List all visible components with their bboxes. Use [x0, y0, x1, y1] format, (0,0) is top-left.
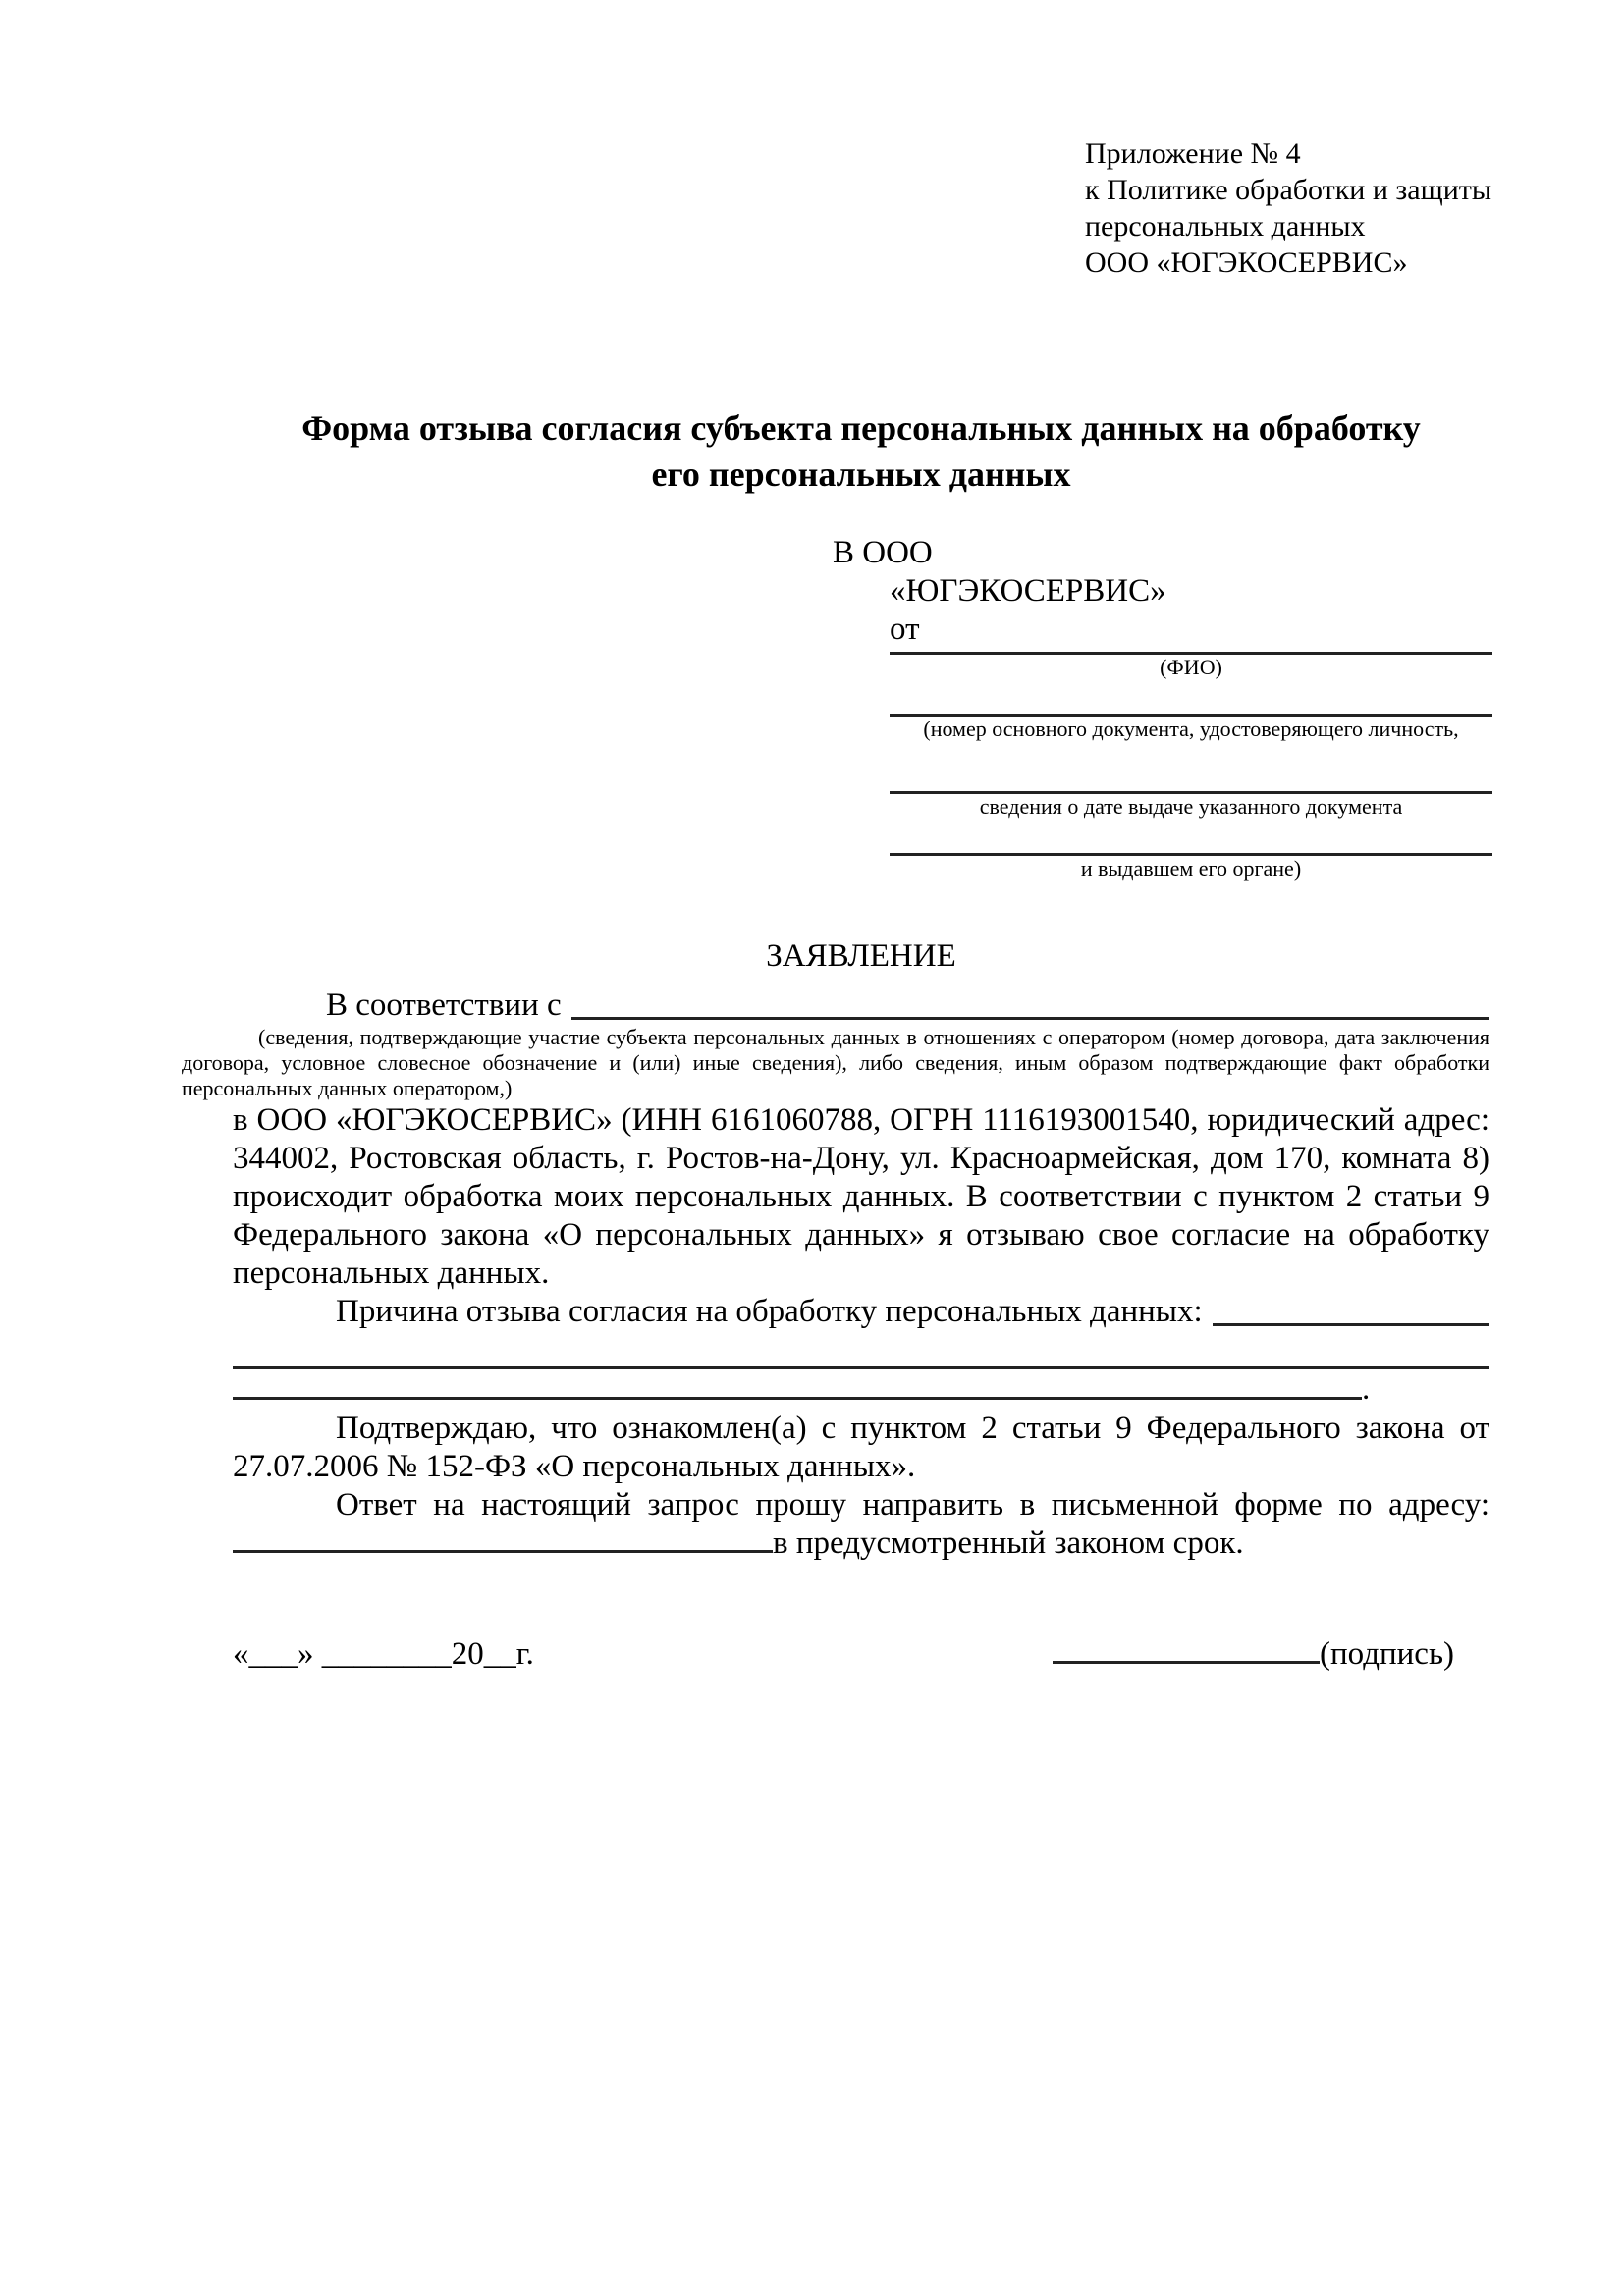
- reply-prefix: Ответ на настоящий запрос прошу направить в письменной форме по адресу:: [336, 1487, 1489, 1522]
- confirmation-paragraph: Подтверждаю, что ознакомлен(а) с пунктом 2 статьи 9 Федерального закона от 27.07.2006 № 152-ФЗ «О персональных данных».: [233, 1411, 1489, 1484]
- signature-field: [1053, 1635, 1454, 1674]
- statement-heading: ЗАЯВЛЕНИЕ: [766, 938, 956, 974]
- reason-paragraph: [233, 1293, 1489, 1331]
- reason-prefix: Причина отзыва согласия на обработку персональных данных:: [336, 1294, 1203, 1329]
- reason-blank-line-2: [233, 1366, 1362, 1400]
- appendix-header-line: к Политике обработки и защиты: [1085, 174, 1492, 206]
- reply-paragraph: [233, 1486, 1489, 1563]
- reply-address-blank-line: [233, 1544, 773, 1553]
- signature-caption: (подпись): [1320, 1636, 1454, 1672]
- reason-trailing-period: .: [1362, 1371, 1371, 1407]
- addressee-fields: [890, 649, 1492, 881]
- issue-date-blank-line: [890, 742, 1492, 794]
- addressee-block: [833, 534, 1492, 881]
- document-title-line-1: Форма отзыва согласия субъекта персональных данных на обработку: [301, 408, 1421, 448]
- basis-paragraph: [233, 987, 1489, 1025]
- reason-blank-line: [1213, 1293, 1489, 1326]
- appendix-header-line: персональных данных: [1085, 210, 1366, 242]
- basis-blank-line: [571, 987, 1489, 1020]
- main-paragraph: в ООО «ЮГЭКОСЕРВИС» (ИНН 6161060788, ОГРН 1116193001540, юридический адрес: 344002, Ростовская область, г. Ростов-на-Дону, ул. Красноармейская, дом 170, комната 8) происходит обработка моих персональных данных. В соответствии с пунктом 2 статьи 9 Федерального закона «О персональных данных» я отзываю свое согласие на обработку персональных данных.: [233, 1102, 1489, 1291]
- reply-suffix: в предусмотренный законом срок.: [773, 1525, 1244, 1561]
- addressee-org: «ЮГЭКОСЕРВИС»: [890, 573, 1166, 609]
- reason-blank-row-1: [233, 1343, 1489, 1369]
- document-title-line-2: его персональных данных: [651, 454, 1071, 494]
- signature-blank-line: [1053, 1655, 1320, 1664]
- reason-blank-row-2: [233, 1369, 1489, 1407]
- addressee-to: В ООО: [833, 535, 933, 570]
- footer-row: [233, 1635, 1454, 1674]
- appendix-header-line: ООО «ЮГЭКОСЕРВИС»: [1085, 246, 1408, 279]
- doc-number-blank-line: [890, 680, 1492, 717]
- doc-number-caption: (номер основного документа, удостоверяющего личность,: [923, 717, 1459, 741]
- issuing-authority-blank-line: [890, 820, 1492, 856]
- issue-date-caption: сведения о дате выдаче указанного документа: [979, 794, 1403, 819]
- note-paragraph: (сведения, подтверждающие участие субъекта персональных данных в отношениях с оператором (номер договора, дата заключения договора, условное словесное обозначение и (или) иные сведения), либо сведения, иным образом подтверждающие факт обработки персональных данных оператором,): [182, 1025, 1489, 1100]
- date-field: «___» ________20__г.: [233, 1636, 534, 1672]
- document-title: [233, 405, 1489, 498]
- appendix-header: [1085, 135, 1492, 281]
- addressee-from: от: [890, 612, 920, 647]
- basis-prefix: В соответствии с: [326, 988, 562, 1023]
- appendix-header-line: Приложение № 4: [1085, 137, 1301, 170]
- fio-caption: (ФИО): [1160, 655, 1222, 679]
- issuing-authority-caption: и выдавшем его органе): [1080, 856, 1302, 881]
